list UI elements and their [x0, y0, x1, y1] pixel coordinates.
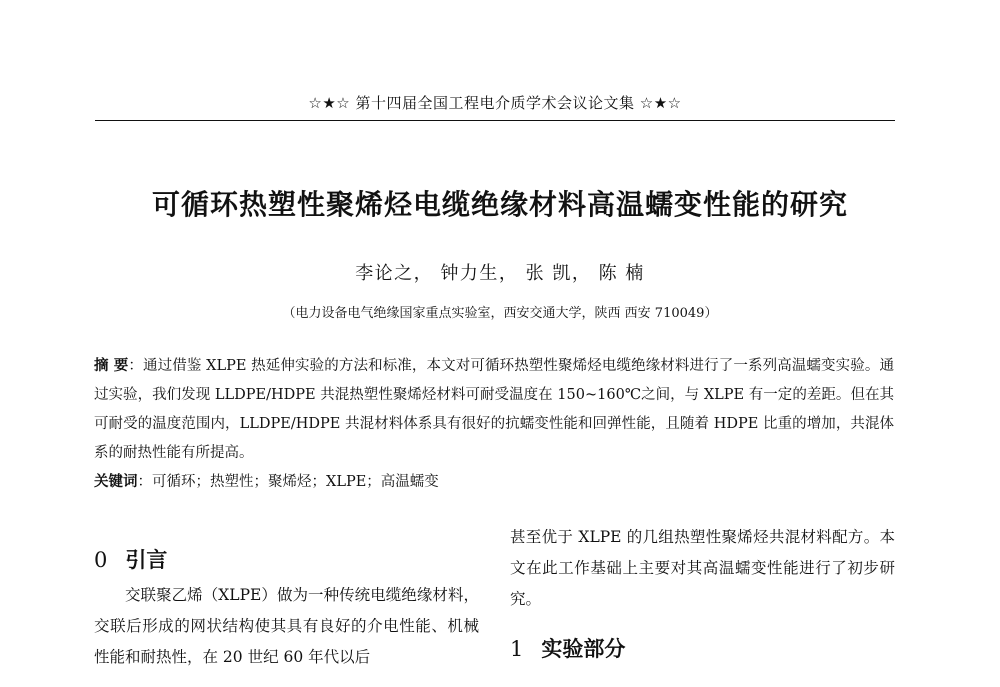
header-rule — [95, 120, 895, 121]
keywords — [94, 468, 894, 497]
running-header: ☆★☆ 第十四届全国工程电介质学术会议论文集 ☆★☆ — [308, 94, 682, 112]
author-list: 李论之， 钟力生， 张 凯， 陈 楠 — [355, 263, 645, 284]
section-title: 引言 — [125, 548, 168, 572]
abstract — [94, 352, 894, 468]
section-title: 实验部分 — [541, 637, 626, 661]
section-number: 0 — [94, 548, 108, 572]
section-number: 1 — [510, 637, 524, 661]
paper-title: 可循环热塑性聚烯烃电缆绝缘材料高温蠕变性能的研究 — [151, 188, 848, 221]
section-heading-intro — [94, 540, 479, 580]
keywords-label: 关键词 — [94, 474, 138, 490]
affiliation: （电力设备电气绝缘国家重点实验室，西安交通大学，陕西 西安 710049） — [282, 306, 718, 321]
continued-paragraph: 甚至优于 XLPE 的几组热塑性聚烯烃共混材料配方。本文在此工作基础上主要对其高温蠕变性能进行了初步研究。 — [510, 528, 895, 608]
abstract-text: ：通过借鉴 XLPE 热延伸实验的方法和标准，本文对可循环热塑性聚烯烃电缆绝缘材料进行了一系列高温蠕变实验。通过实验，我们发现 LLDPE/HDPE 共混热塑性聚烯烃材料可耐受温度在 150~160℃之间，与 XLPE 有一定的差距。但在其可耐受的温度范围内，LLDPE/HDPE 共混材料体系具有很好的抗蠕变性能和回弹性能，且随着 HDPE 比重的增加，共混体系的耐热性能有所提高。 — [94, 358, 894, 461]
keywords-text: ：可循环；热塑性；聚烯烃；XLPE；高温蠕变 — [137, 474, 439, 490]
abstract-label: 摘 要 — [94, 358, 129, 374]
section-heading-experiment — [510, 629, 895, 669]
right-column — [510, 522, 895, 669]
intro-paragraph: 交联聚乙烯（XLPE）做为一种传统电缆绝缘材料，交联后形成的网状结构使其具有良好的介电性能、机械性能和耐热性，在 20 世纪 60 年代以后 — [94, 586, 479, 666]
left-column — [94, 540, 479, 673]
